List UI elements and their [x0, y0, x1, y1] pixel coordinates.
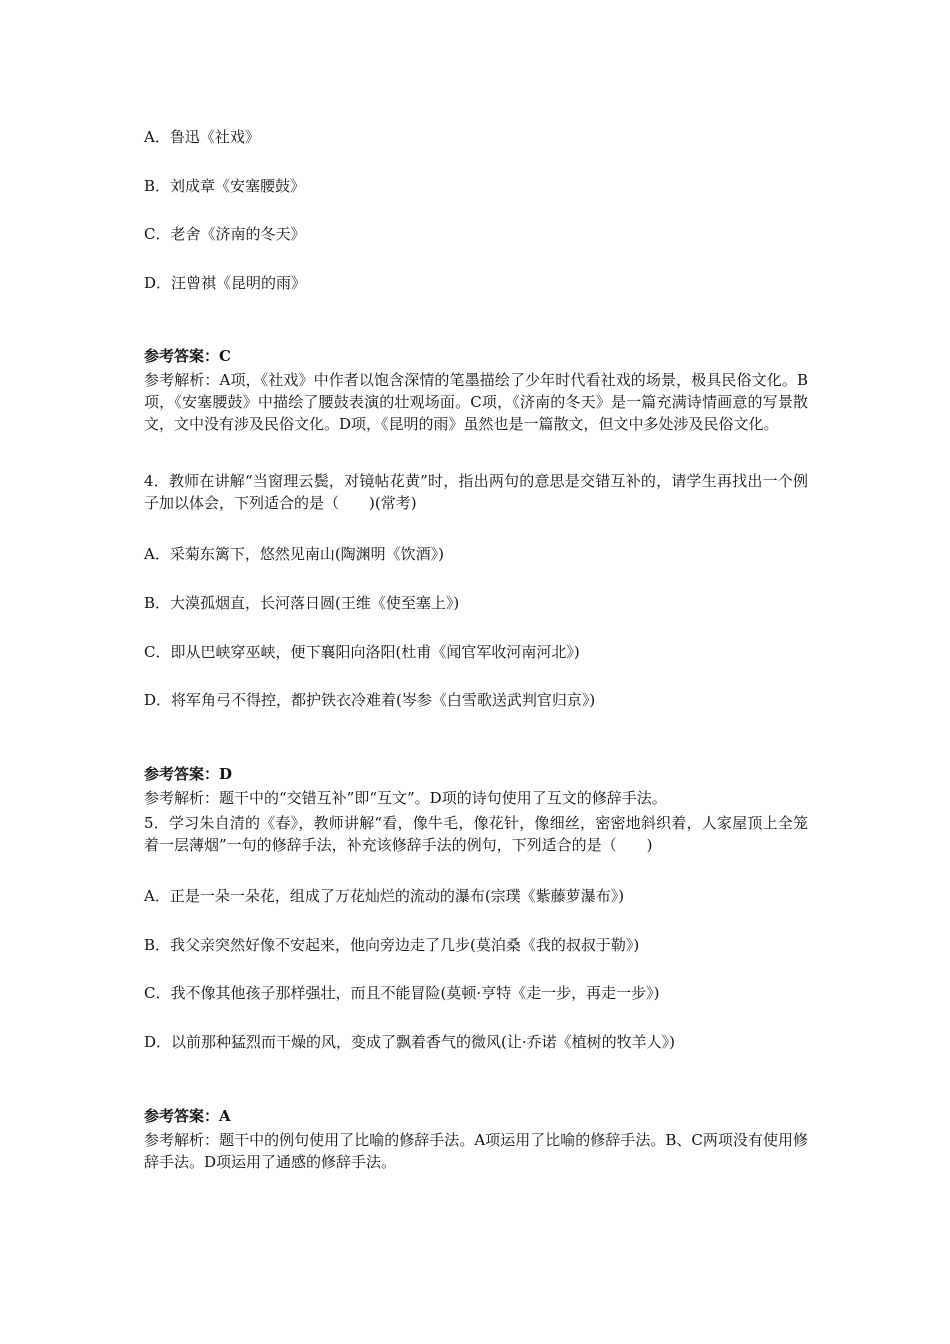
q5-option-d: D．以前那种猛烈而干燥的风，变成了飘着香气的微风(让·乔诺《植树的牧羊人》) [144, 1033, 676, 1051]
q5-option-c: C．我不像其他孩子那样强壮，而且不能冒险(莫顿·亨特《走一步，再走一步》) [144, 984, 660, 1002]
q4-option-c: C．即从巴峡穿巫峡，便下襄阳向洛阳(杜甫《闻官军收河南河北》) [144, 643, 580, 661]
q4-option-a: A．采菊东篱下，悠然见南山(陶渊明《饮酒》) [144, 545, 445, 563]
q5-stem: 5．学习朱自清的《春》，教师讲解“看，像牛毛，像花针，像细丝，密密地斜织着，人家屋顶上全笼着一层薄烟”一句的修辞手法，补充该修辞手法的例句，下列适合的是（ ) [144, 814, 808, 854]
q4-answer: 参考答案：D [144, 765, 233, 783]
q3-option-d: D．汪曾祺《昆明的雨》 [144, 274, 307, 292]
q5-option-b: B．我父亲突然好像不安起来，他向旁边走了几步(莫泊桑《我的叔叔于勒》) [144, 936, 640, 954]
q3-answer: 参考答案：C [144, 347, 231, 365]
q3-option-a: A．鲁迅《社戏》 [144, 128, 260, 146]
q5-analysis: 参考解析：题干中的例句使用了比喻的修辞手法。A项运用了比喻的修辞手法。B、C两项没有使用修辞手法。D项运用了通感的修辞手法。 [144, 1131, 808, 1171]
q5-option-a: A．正是一朵一朵花，组成了万花灿烂的流动的瀑布(宗璞《紫藤萝瀑布》) [144, 887, 625, 905]
q4-stem: 4．教师在讲解“当窗理云鬓，对镜帖花黄”时，指出两句的意思是交错互补的，请学生再找出一个例子加以体会，下列适合的是（ )(常考) [144, 472, 808, 512]
q3-option-c: C．老舍《济南的冬天》 [144, 225, 306, 243]
q3-analysis: 参考解析：A项，《社戏》中作者以饱含深情的笔墨描绘了少年时代看社戏的场景，极具民俗文化。B项，《安塞腰鼓》中描绘了腰鼓表演的壮观场面。C项，《济南的冬天》是一篇充满诗情画意的写景散文，文中没有涉及民俗文化。D项，《昆明的雨》虽然也是一篇散文，但文中多处涉及民俗文化。 [144, 371, 808, 433]
q3-option-b: B．刘成章《安塞腰鼓》 [144, 177, 306, 195]
q4-option-b: B．大漠孤烟直，长河落日圆(王维《使至塞上》) [144, 594, 460, 612]
q5-answer: 参考答案：A [144, 1107, 231, 1125]
q4-analysis: 参考解析：题干中的“交错互补”即“互文”。D项的诗句使用了互文的修辞手法。 [144, 789, 667, 807]
q4-option-d: D．将军角弓不得控，都护铁衣冷难着(岑参《白雪歌送武判官归京》) [144, 691, 596, 709]
